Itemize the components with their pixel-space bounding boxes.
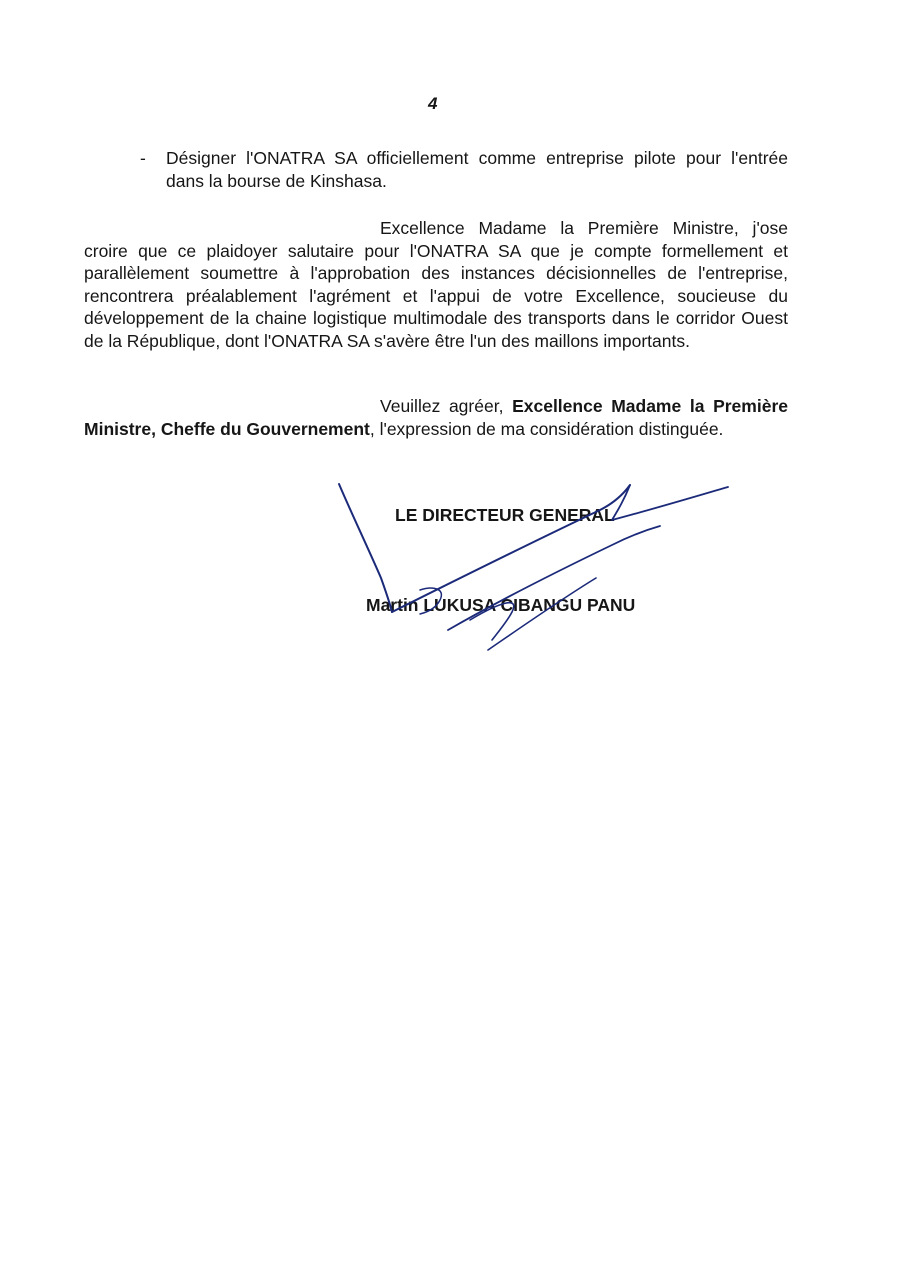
bullet-text: Désigner l'ONATRA SA officiellement comme entreprise pilote pour l'entrée dans la bourse de Kinshasa. bbox=[166, 148, 788, 191]
signatory-title: LE DIRECTEUR GENERAL bbox=[395, 505, 615, 525]
paragraph-plea bbox=[84, 217, 788, 352]
closing-text: , l'expression de ma considération distinguée. bbox=[369, 418, 724, 439]
signature-stroke bbox=[339, 484, 392, 612]
paragraph-closing bbox=[84, 395, 788, 440]
page-number: 4 bbox=[428, 94, 438, 113]
bullet-item bbox=[140, 147, 788, 192]
signature-stroke bbox=[612, 485, 728, 520]
closing-intro: Veuillez agréer, bbox=[380, 396, 504, 416]
closing-addressee: Excellence Madame la Première Ministre, Cheffe du Gouvernement bbox=[84, 396, 788, 439]
bullet-dash: - bbox=[140, 148, 146, 168]
signatory-name: Martin LUKUSA CIBANGU PANU bbox=[366, 595, 636, 615]
paragraph-plea-text: Excellence Madame la Première Ministre, j'ose croire que ce plaidoyer salutaire pour l'ONATRA SA que je compte formellement et parallèlement soumettre à l'approbation des instances décisionnelles de l'entreprise, rencontrera préalablement l'agrément et l'appui de votre Excellence, soucieuse du développement de la chaine logistique multimodale des transports dans le corridor Ouest de la République, dont l'ONATRA SA s'avère être l'un des maillons importants. bbox=[84, 218, 788, 351]
